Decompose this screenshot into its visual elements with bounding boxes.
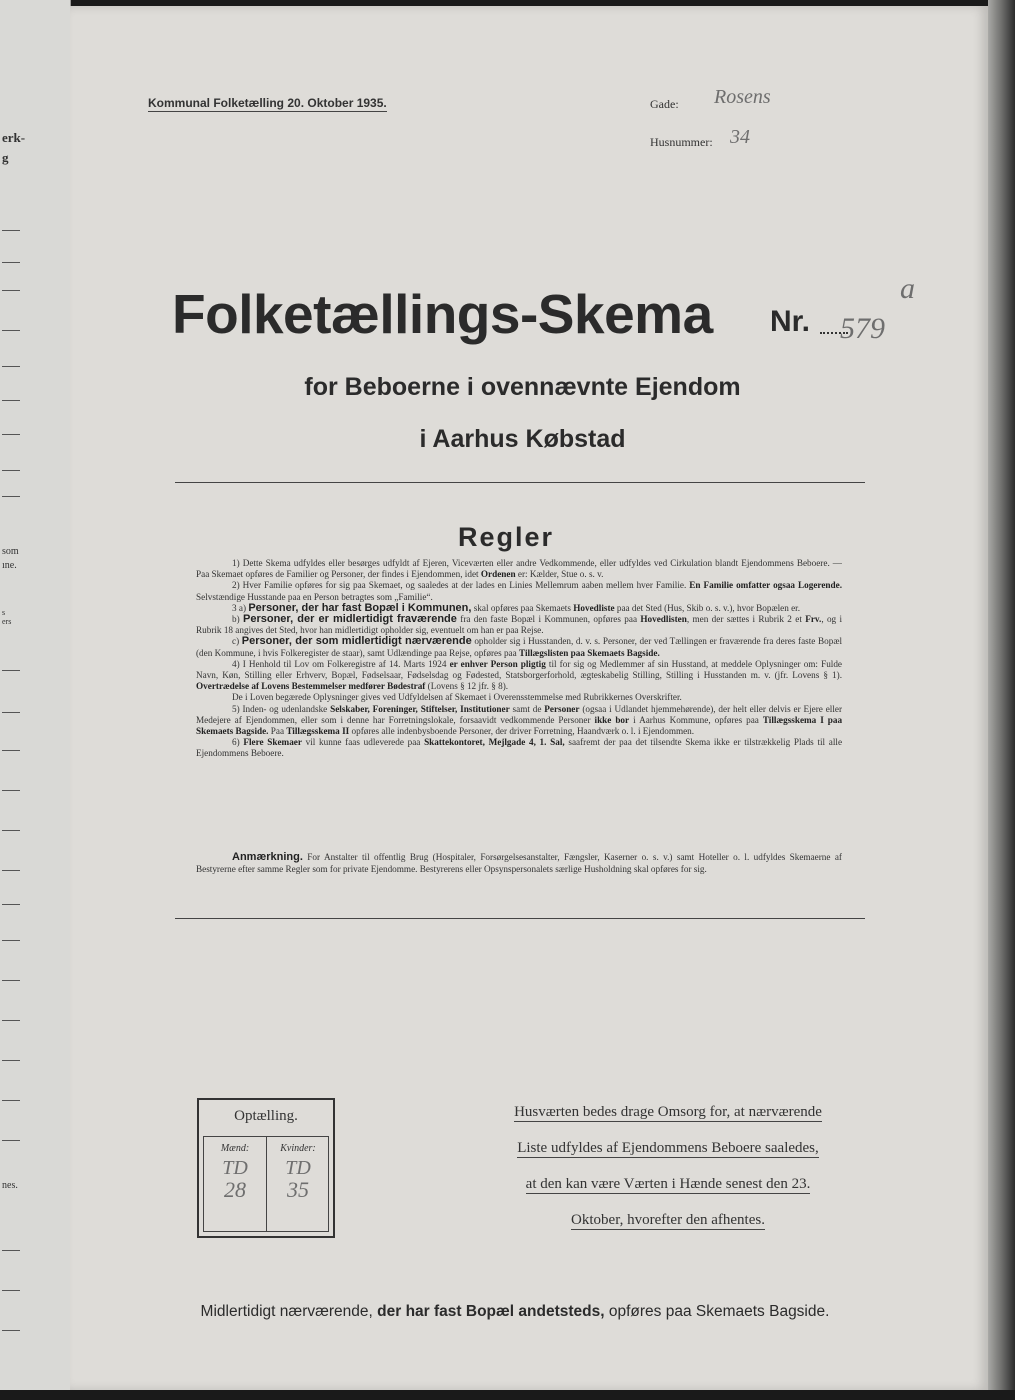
left-rule — [2, 980, 20, 981]
left-fragment-text: g — [2, 150, 9, 165]
women-label: Kvinder: — [280, 1143, 316, 1154]
remark-paragraph — [196, 852, 842, 875]
left-fragment-text: ıne. — [2, 560, 17, 571]
rule-6: 6) Flere Skemaer vil kunne faas udleverede paa Skattekontoret, Mejlgade 4, 1. Sal, saafremt der paa det tilsendte Skema ikke er tilstrækkelig Plads til alle Ejendommens Beboere. — [196, 737, 843, 759]
left-fragment-text: s — [2, 608, 6, 617]
left-fragment-text: ers — [2, 617, 12, 626]
men-label: Mænd: — [220, 1143, 250, 1154]
previous-page-edge — [0, 0, 71, 1390]
rules-text — [196, 558, 842, 760]
form-title: Folketællings-Skema — [172, 283, 713, 345]
page-stack-edge — [988, 0, 1015, 1390]
form-subtitle: for Beboerne i ovennævnte Ejendom — [304, 373, 741, 401]
census-header-line: Kommunal Folketælling 20. Oktober 1935. — [148, 96, 387, 110]
left-rule — [2, 366, 20, 367]
rule-3c: c) Personer, der som midlertidigt nærværende opholder sig i Husstanden, d. v. s. Personer, der ved Tællingen er fraværende fra deres faste Bopæl (den Kommune, i hvis Folkeregister de staar), samt Udlændinge paa Rejse, opføres paa Tillægslisten paa Skemaets Bagside. — [196, 635, 843, 658]
remark-text: For Anstalter til offentlig Brug (Hospitaler, Forsørgelsesanstalter, Fængsler, Kaserner o. s. v.) samt Hoteller o. l. udfyldes Skemaerne af Bestyrerne efter samme Regler som for private Ejendomme. Bestyrerens eller Opsynspersonalets særlige Husholdning skal opføres for sig. — [196, 852, 842, 874]
left-rule — [2, 1290, 20, 1291]
form-number-suffix: a — [900, 272, 915, 305]
remark-lead: Anmærkning. — [232, 851, 303, 863]
left-rule — [2, 1100, 20, 1101]
left-rule — [2, 470, 20, 471]
left-rule — [2, 1330, 20, 1331]
left-rule — [2, 940, 20, 941]
notice-line: Liste udfyldes af Ejendommens Beboere saaledes, — [517, 1140, 819, 1156]
rule-4-extra: De i Loven begærede Oplysninger gives ved Udfyldelsen af Skemaet i Overensstemmelse med Rubrikkernes Overskrifter. — [232, 692, 682, 703]
rule-2: 2) Hver Familie opføres for sig paa Skemaet, og saaledes at der lades en Linies Mellemrum aaben mellem hver Familie. En Familie omfatter ogsaa Logerende. Selvstændige Husstande paa en Person betragtes som „Familie“. — [196, 580, 842, 602]
left-rule — [2, 1140, 20, 1141]
left-rule — [2, 1060, 20, 1061]
street-handwritten-value: Rosens — [714, 86, 771, 108]
left-rule — [2, 790, 20, 791]
left-rule — [2, 750, 20, 751]
left-rule — [2, 1250, 20, 1251]
house-number-handwritten-value: 34 — [730, 126, 750, 148]
street-label: Gade: — [650, 97, 679, 111]
rule-5: 5) Inden- og udenlandske Selskaber, Foreninger, Stiftelser, Institutioner samt de Personer (ogsaa i Udlandet hjemmehørende), der helt eller delvis er Ejere eller Medejere af Ejendommen, eller som i denne har Forretningslokale, forsaavidt vedkommende Personer ikke bor i Aarhus Kommune, opføres paa Tillægsskema I paa Skemaets Bagside. Paa Tillægsskema II opføres alle indenbysboende Personer, der driver Forretning, Haandværk o. l. i Ejendommen. — [196, 703, 843, 737]
left-fragment-text: erk- — [2, 130, 26, 145]
form-subtitle-location: i Aarhus Købstad — [419, 425, 626, 453]
form-number-label: Nr. — [770, 305, 811, 338]
divider-line — [175, 918, 865, 919]
rule-3a: 3 a) Personer, der har fast Bopæl i Kommunen, skal opføres paa Skemaets Hovedliste paa det Sted (Hus, Skib o. s. v.), hvor Bopælen er. — [232, 601, 801, 614]
rule-4: 4) I Henhold til Lov om Folkeregistre af 14. Marts 1924 er enhver Person pligtig til for sig og Medlemmer af sin Husstand, at meddele Oplysninger om: Fulde Navn, Køn, Stilling eller Erhverv, Bopæl, Fødselsaar, Fødselsdag og Fødested, Statsborgerforhold, ægteskabelig Stilling, Stilling i Husstanden m. v. (jfr. Lovens § 1). Overtrædelse af Lovens Bestemmelser medfører Bødestraf (Lovens § 12 jfr. § 8). — [196, 658, 843, 692]
count-box-title: Optælling. — [234, 1108, 298, 1124]
divider-line — [175, 482, 865, 483]
left-rule — [2, 330, 20, 331]
left-fragment-text: som — [2, 546, 19, 557]
left-rule — [2, 1020, 20, 1021]
rule-1: 1) Dette Skema udfyldes eller besørges udfyldt af Ejeren, Viceværten eller andre Vedkommende, eller udfyldes ved Cirkulation blandt Ejendommens Beboere. — Paa Skemaet opføres de Familier og Personer, der findes i Ejendommen, idet Ordenen er: Kælder, Stue o. s. v. — [196, 558, 842, 580]
left-rule — [2, 712, 20, 713]
rules-heading: Regler — [458, 522, 555, 552]
women-tally-marks: TD — [285, 1157, 311, 1179]
count-box — [197, 1098, 335, 1238]
rule-3b: b) Personer, der er midlertidigt fraværende fra den faste Bopæl i Kommunen, opføres paa Hovedlisten, men der sættes i Rubrik 2 et Frv., og i Rubrik 18 angives det Sted, hvor han midlertidigt opholder sig, eventuelt om han er paa Rejse. — [196, 613, 843, 636]
men-tally-marks: TD — [222, 1157, 248, 1179]
notice-line: Oktober, hvorefter den afhentes. — [571, 1212, 765, 1228]
left-rule — [2, 870, 20, 871]
form-number-handwritten-value: 579 — [840, 312, 885, 345]
left-rule — [2, 496, 20, 497]
men-count-value: 28 — [224, 1177, 246, 1202]
left-rule — [2, 230, 20, 231]
count-box-table — [203, 1136, 329, 1232]
women-count-value: 35 — [287, 1177, 309, 1202]
left-fragment-text: nes. — [2, 1180, 18, 1191]
notice-line: Husværten bedes drage Omsorg for, at nærværende — [514, 1104, 822, 1120]
left-rule — [2, 830, 20, 831]
footer-instruction: Midlertidigt nærværende, der har fast Bopæl andetsteds, opføres paa Skemaets Bagside. — [200, 1303, 830, 1320]
left-rule — [2, 670, 20, 671]
left-rule — [2, 290, 20, 291]
house-number-label: Husnummer: — [650, 135, 713, 149]
left-rule — [2, 904, 20, 905]
left-rule — [2, 262, 20, 263]
notice-line: at den kan være Værten i Hænde senest den 23. — [525, 1176, 811, 1192]
